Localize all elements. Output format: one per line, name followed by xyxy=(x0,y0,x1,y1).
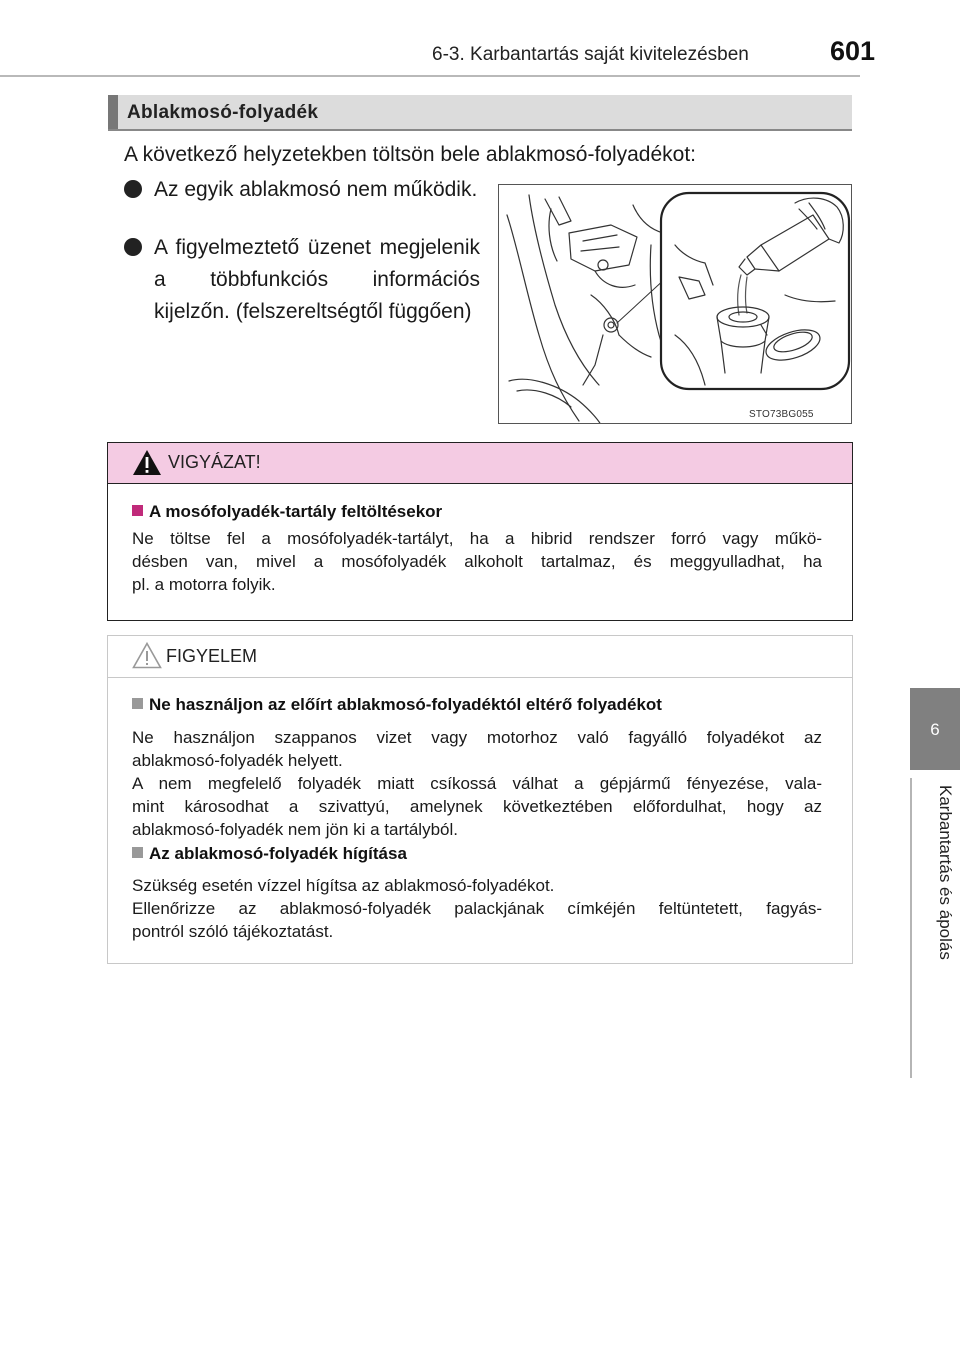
square-marker-icon xyxy=(132,505,143,516)
section-title: Ablakmosó-folyadék xyxy=(127,102,319,123)
bullet-dot-icon xyxy=(124,238,142,256)
caution-item-title-text: A mosófolyadék-tartály feltöltésekor xyxy=(149,502,443,521)
engine-bay-drawing xyxy=(499,185,852,424)
text-line: Szükség esetén vízzel hígítsa az ablakmosó-folyadékot. xyxy=(132,876,555,895)
text-line: pontról szóló tájékoztatást. xyxy=(132,922,334,941)
washer-fluid-illustration xyxy=(498,184,852,424)
text-line: Ne töltse fel a mosófolyadék-tartályt, ha a hibrid rendszer forró vagy műkö- xyxy=(132,529,822,548)
bullet-text: Az egyik ablakmosó nem működik. xyxy=(154,178,478,201)
bullet-dot-icon xyxy=(124,180,142,198)
text-line: ablakmosó-folyadék helyett. xyxy=(132,751,343,770)
section-header xyxy=(108,95,852,131)
bullet-item xyxy=(124,174,480,206)
caution-label: VIGYÁZAT! xyxy=(168,452,261,472)
text-line: ablakmosó-folyadék nem jön ki a tartályból. xyxy=(132,820,458,839)
notice-header xyxy=(108,636,852,678)
text-line: mint károsodhat a szivattyú, amelynek következtében előfordulhat, hogy az xyxy=(132,797,822,816)
notice-item-title-text: Ne használjon az előírt ablakmosó-folyadéktól eltérő folyadékot xyxy=(149,695,662,714)
notice-item-title-text: Az ablakmosó-folyadék hígítása xyxy=(149,844,407,863)
square-marker-icon xyxy=(132,698,143,709)
page-number: 601 xyxy=(830,36,876,66)
text-line: désben van, mivel a mosófolyadék alkoholt tartalmaz, és meggyulladhat, ha xyxy=(132,552,822,571)
caution-item-title xyxy=(132,502,442,522)
chapter-title: 6-3. Karbantartás saját kivitelezésben xyxy=(432,44,749,65)
section-intro: A következő helyzetekben töltsön bele ablakmosó-folyadékot: xyxy=(124,143,697,166)
chapter-tab xyxy=(910,688,960,770)
text-line: pl. a motorra folyik. xyxy=(132,575,276,594)
header-rule xyxy=(0,75,860,77)
text-line: Ne használjon szappanos vizet vagy motorhoz való fagyálló folyadékot az xyxy=(132,728,822,747)
chapter-tab-number: 6 xyxy=(930,720,940,739)
square-marker-icon xyxy=(132,847,143,858)
notice-item-title xyxy=(132,844,407,864)
bullet-item xyxy=(124,232,480,328)
section-header-bar xyxy=(108,95,118,129)
chapter-tab-label: Karbantartás és ápolás xyxy=(936,785,955,960)
figure-code: STO73BG055 xyxy=(749,409,814,420)
notice-box xyxy=(107,635,853,964)
notice-item-text xyxy=(132,874,822,943)
caution-item-text xyxy=(132,527,822,596)
text-line: Ellenőrizze az ablakmosó-folyadék palackjának címkéjén feltüntetett, fagyás- xyxy=(132,899,822,918)
bullet-text: A figyelmeztető üzenet megjelenik a többfunkciós információs kijelzőn. (felszereltségtől függően) xyxy=(154,236,480,323)
text-line: A nem megfelelő folyadék miatt csíkossá válhat a gépjármű fényezése, vala- xyxy=(132,774,822,793)
caution-header xyxy=(108,443,852,484)
warning-triangle-icon xyxy=(132,449,162,476)
notice-item-title xyxy=(132,695,662,715)
notice-triangle-icon xyxy=(132,642,162,669)
notice-item-text xyxy=(132,726,822,841)
notice-label: FIGYELEM xyxy=(166,646,258,666)
caution-box xyxy=(107,442,853,621)
